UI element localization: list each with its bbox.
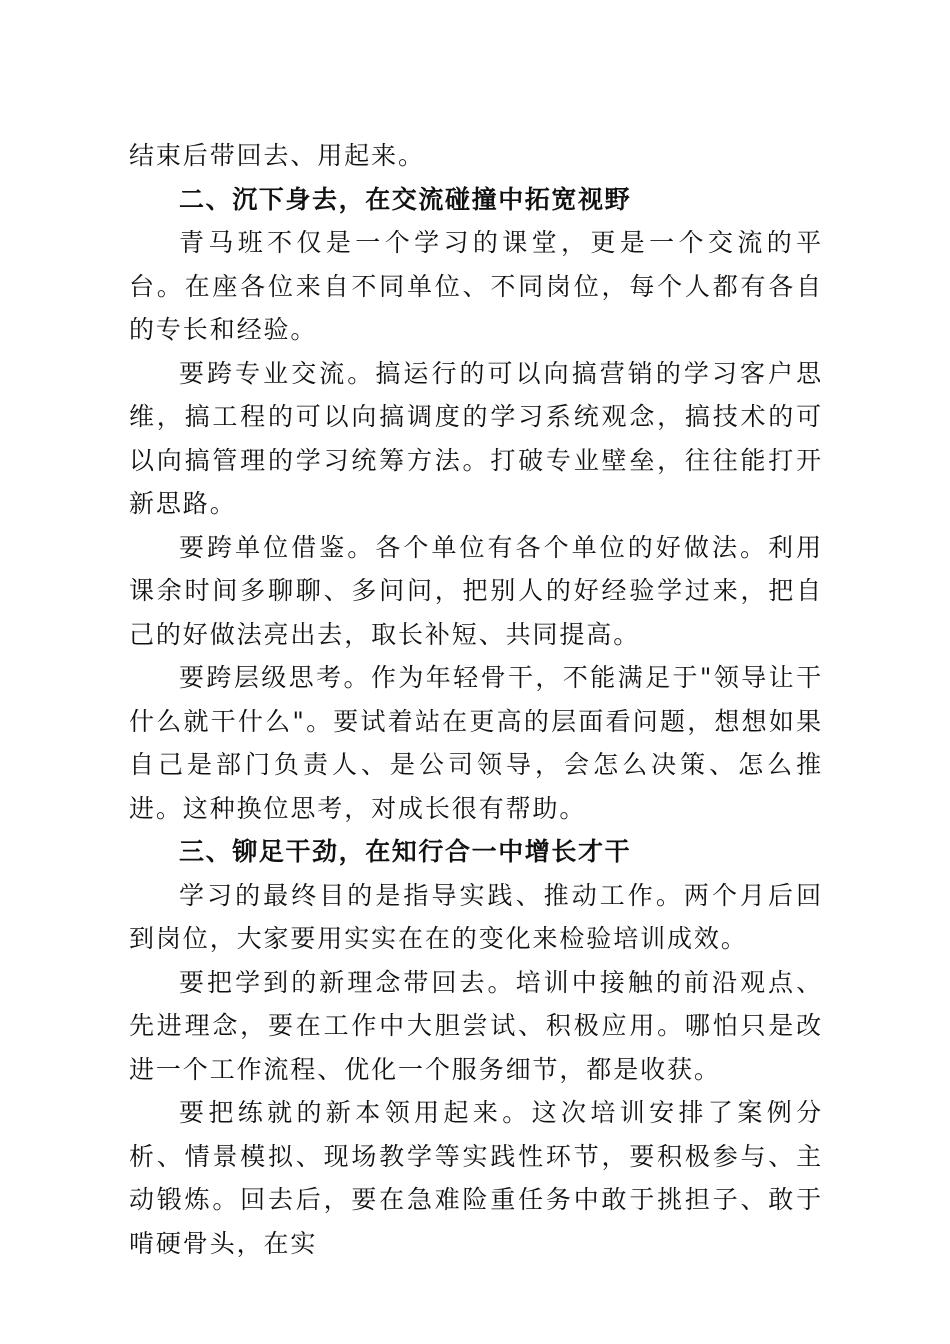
section-heading-3: 三、铆足干劲，在知行合一中增长才干	[179, 837, 632, 866]
paragraph-cross-discipline: 要跨专业交流。搞运行的可以向搞营销的学习客户思维，搞工程的可以向搞调度的学习系统观念，搞技术的可以向搞管理的学习统筹方法。打破专业壁垒，往往能打开新思路。	[129, 358, 823, 518]
paragraph-new-skills: 要把练就的新本领用起来。这次培训安排了案例分析、情景模拟、现场教学等实践性环节，要积极参与、主动锻炼。回去后，要在急难险重任务中敢于挑担子、敢于啃硬骨头，在实	[129, 1098, 823, 1258]
document-body	[129, 134, 823, 1265]
paragraph-cross-level: 要跨层级思考。作为年轻骨干，不能满足于"领导让干什么就干什么"。要试着站在更高的层面看问题，想想如果自己是部门负责人、是公司领导，会怎么决策、怎么推进。这种换位思考，对成长很有帮助。	[129, 663, 823, 823]
paragraph-cross-unit: 要跨单位借鉴。各个单位有各个单位的好做法。利用课余时间多聊聊、多问问，把别人的好经验学过来，把自己的好做法亮出去，取长补短、共同提高。	[129, 532, 823, 649]
paragraph-practice-goal: 学习的最终目的是指导实践、推动工作。两个月后回到岗位，大家要用实实在在的变化来检验培训成效。	[129, 880, 823, 953]
paragraph-continuation: 结束后带回去、用起来。	[129, 141, 425, 170]
paragraph-platform-intro: 青马班不仅是一个学习的课堂，更是一个交流的平台。在座各位来自不同单位、不同岗位，每个人都有各自的专长和经验。	[129, 228, 823, 344]
section-heading-2: 二、沉下身去，在交流碰撞中拓宽视野	[179, 184, 632, 214]
paragraph-new-concepts: 要把学到的新理念带回去。培训中接触的前沿观点、先进理念，要在工作中大胆尝试、积极应用。哪怕只是改进一个工作流程、优化一个服务细节，都是收获。	[129, 967, 823, 1084]
